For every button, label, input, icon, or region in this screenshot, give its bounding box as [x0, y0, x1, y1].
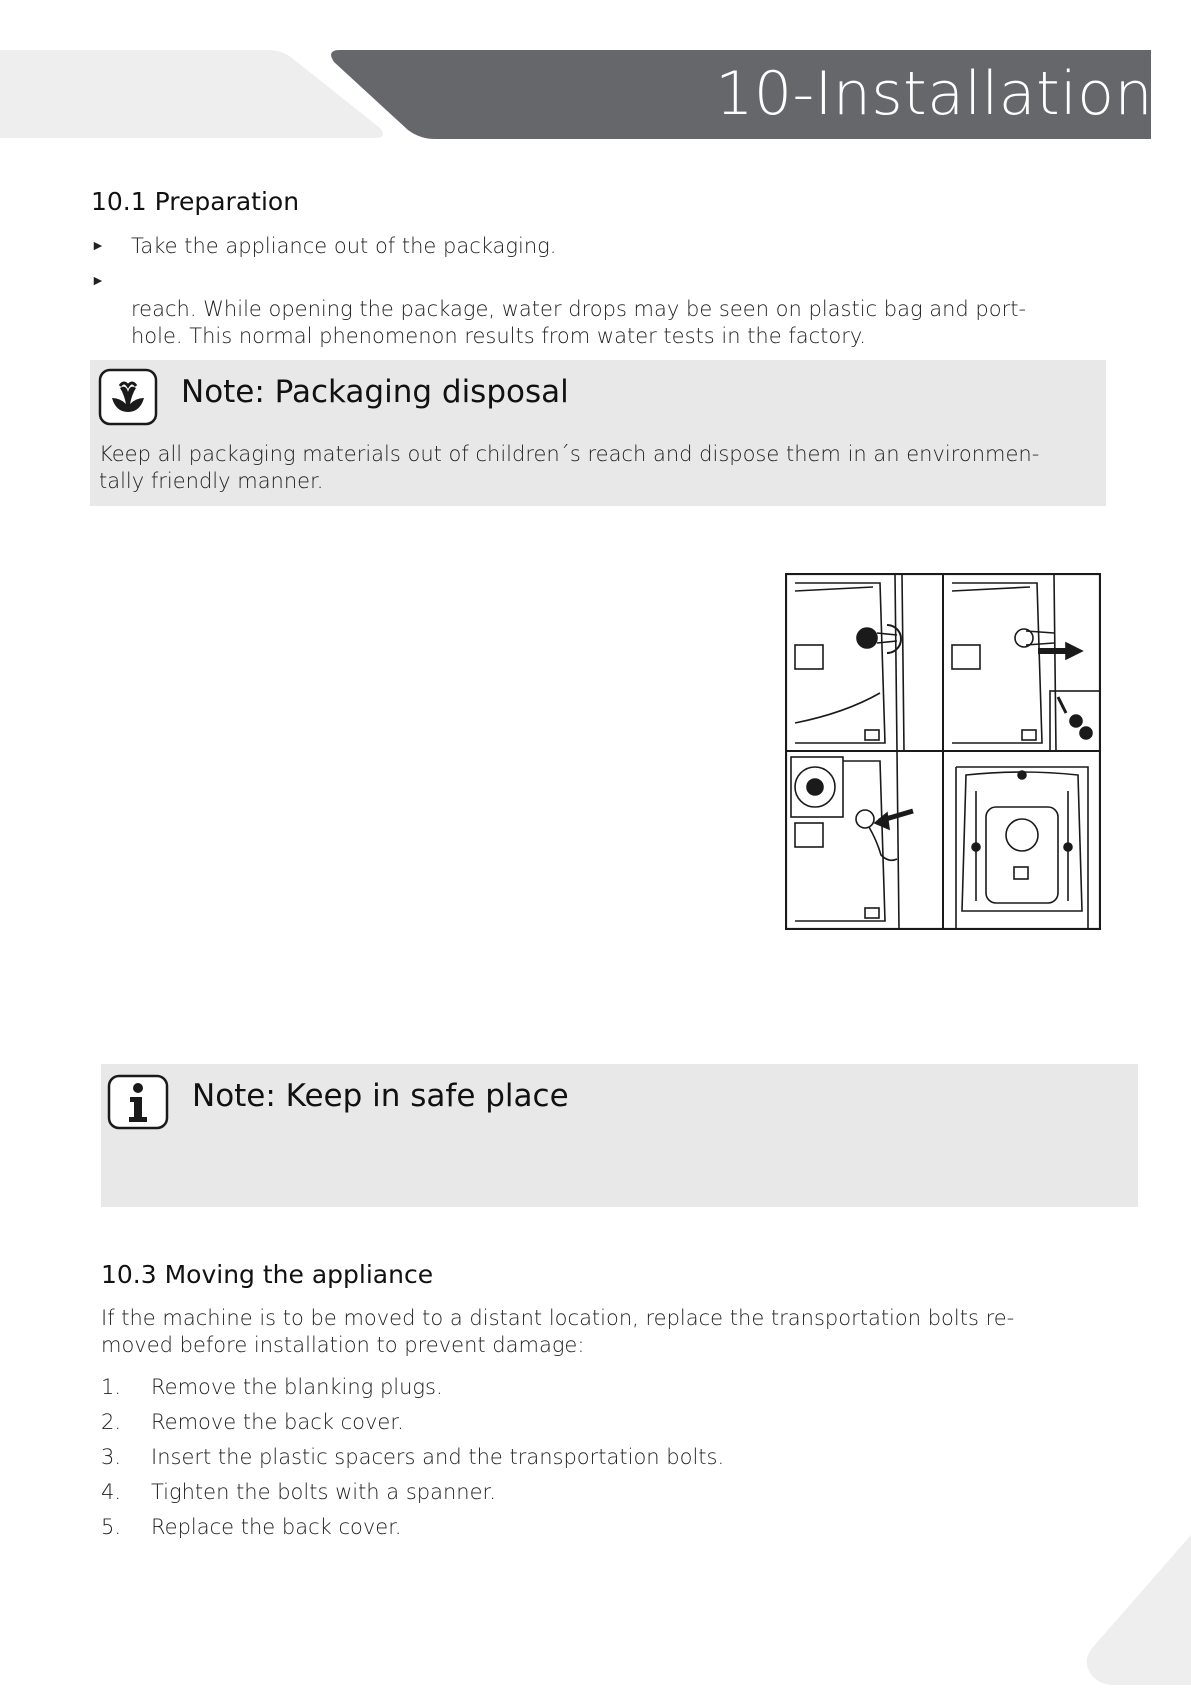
- list-text: Tighten the bolts with a spanner.: [151, 1480, 496, 1504]
- note-packaging-text: tally friendly manner.: [99, 469, 324, 493]
- bullet-arrow-icon: ►: [91, 273, 105, 289]
- list-text: Remove the back cover.: [151, 1410, 404, 1434]
- list-number: 3.: [101, 1445, 122, 1469]
- bullet-arrow-icon: ►: [91, 238, 105, 254]
- note-packaging-title: Note: Packaging disposal: [181, 374, 569, 410]
- list-number: 4.: [101, 1480, 122, 1504]
- note-packaging-text: Keep all packaging materials out of children´s reach and dispose them in an environmen-: [99, 442, 1040, 466]
- section-heading-preparation: 10.1 Preparation: [91, 187, 300, 216]
- list-number: 5.: [101, 1515, 122, 1539]
- transport-bolt-removal-illustration: [785, 573, 1101, 930]
- eco-plant-icon: [98, 368, 158, 426]
- list-number: 1.: [101, 1375, 122, 1399]
- header-banner: [0, 0, 1191, 150]
- list-text: Replace the back cover.: [151, 1515, 402, 1539]
- moving-intro: moved before installation to prevent damage:: [101, 1333, 585, 1357]
- page-title: 10-Installation: [715, 59, 1153, 129]
- list-number: 2.: [101, 1410, 122, 1434]
- note-safe-box: [101, 1064, 1138, 1207]
- bullet-text: Take the appliance out of the packaging.: [131, 234, 557, 258]
- list-text: Insert the plastic spacers and the transportation bolts.: [151, 1445, 725, 1469]
- page-corner-decoration: [1071, 1535, 1191, 1685]
- info-icon: [107, 1074, 169, 1130]
- moving-intro: If the machine is to be moved to a distant location, replace the transportation bolts re-: [101, 1306, 1015, 1330]
- bullet-continuation: hole. This normal phenomenon results from water tests in the factory.: [131, 324, 866, 348]
- list-text: Remove the blanking plugs.: [151, 1375, 443, 1399]
- section-heading-moving: 10.3 Moving the appliance: [101, 1260, 434, 1289]
- note-packaging-box: [90, 360, 1106, 506]
- bullet-continuation: reach. While opening the package, water drops may be seen on plastic bag and port-: [131, 297, 1027, 321]
- note-safe-title: Note: Keep in safe place: [192, 1078, 569, 1114]
